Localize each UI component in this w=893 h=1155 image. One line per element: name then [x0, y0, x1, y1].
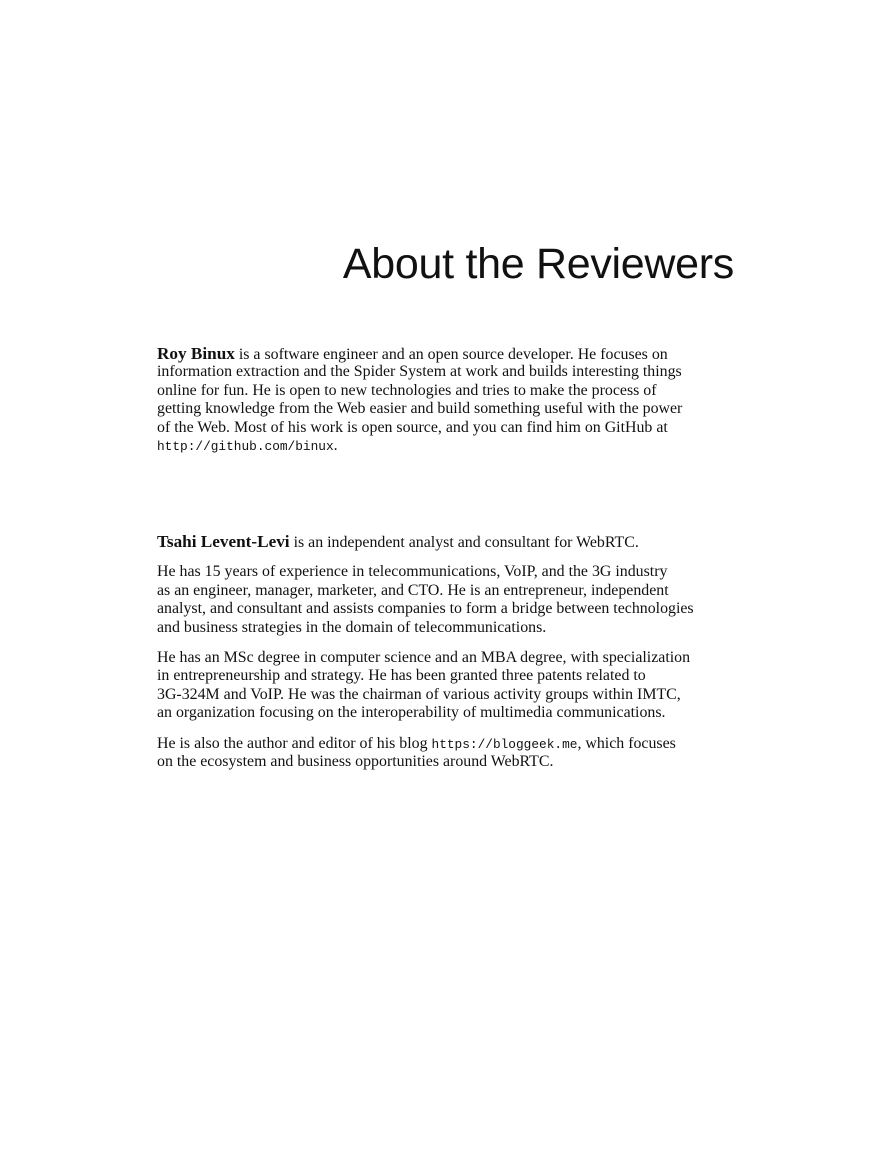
- bio-text: .: [333, 436, 338, 454]
- reviewer-intro-paragraph: [157, 533, 737, 551]
- bio-line: as an engineer, manager, marketer, and CTO. He is an entrepreneur, independent: [157, 581, 669, 599]
- bio-line: of the Web. Most of his work is open source, and you can find him on GitHub at: [157, 418, 668, 436]
- bio-line: and business strategies in the domain of telecommunications.: [157, 618, 547, 636]
- bio-line: 3G-324M and VoIP. He was the chairman of various activity groups within IMTC,: [157, 685, 681, 703]
- bio-line: online for fun. He is open to new technologies and tries to make the process of: [157, 381, 657, 399]
- reviewer-name: Tsahi Levent-Levi: [157, 532, 290, 551]
- bio-line: [157, 533, 737, 551]
- bio-text: , which focuses: [577, 734, 676, 752]
- bio-line: He has 15 years of experience in telecommunications, VoIP, and the 3G industry: [157, 563, 668, 581]
- bio-line: an organization focusing on the interoperability of multimedia communications.: [157, 704, 666, 722]
- bio-text: is a software engineer and an open source developer. He focuses on: [238, 346, 668, 363]
- bio-line: in entrepreneurship and strategy. He has been granted three patents related to: [157, 667, 646, 685]
- reviewer-name: Roy Binux: [157, 344, 235, 363]
- blog-link[interactable]: https://bloggeek.me: [431, 736, 578, 752]
- reviewer-bio-paragraph: [157, 649, 737, 723]
- bio-line: analyst, and consultant and assists companies to form a bridge between technologies: [157, 600, 694, 618]
- github-link[interactable]: http://github.com/binux: [157, 438, 334, 454]
- bio-line: [157, 735, 737, 753]
- bio-text: He is also the author and editor of his blog: [157, 734, 428, 752]
- bio-line: information extraction and the Spider System at work and builds interesting things: [157, 363, 682, 381]
- reviewer-roy-binux: [157, 345, 737, 467]
- bio-line: [157, 345, 737, 363]
- bio-text: is an independent analyst and consultant for WebRTC.: [293, 534, 639, 551]
- page-title: About the Reviewers: [342, 240, 734, 288]
- bio-line: He has an MSc degree in computer science and an MBA degree, with specialization: [157, 648, 691, 666]
- reviewer-tsahi-levent-levi: [157, 533, 737, 783]
- reviewer-bio-paragraph: [157, 345, 737, 455]
- bio-line: [157, 437, 737, 455]
- reviewer-bio-paragraph: [157, 563, 737, 637]
- bio-line: getting knowledge from the Web easier and build something useful with the power: [157, 400, 683, 418]
- reviewer-bio-paragraph: [157, 735, 737, 772]
- bio-line: on the ecosystem and business opportunities around WebRTC.: [157, 752, 554, 770]
